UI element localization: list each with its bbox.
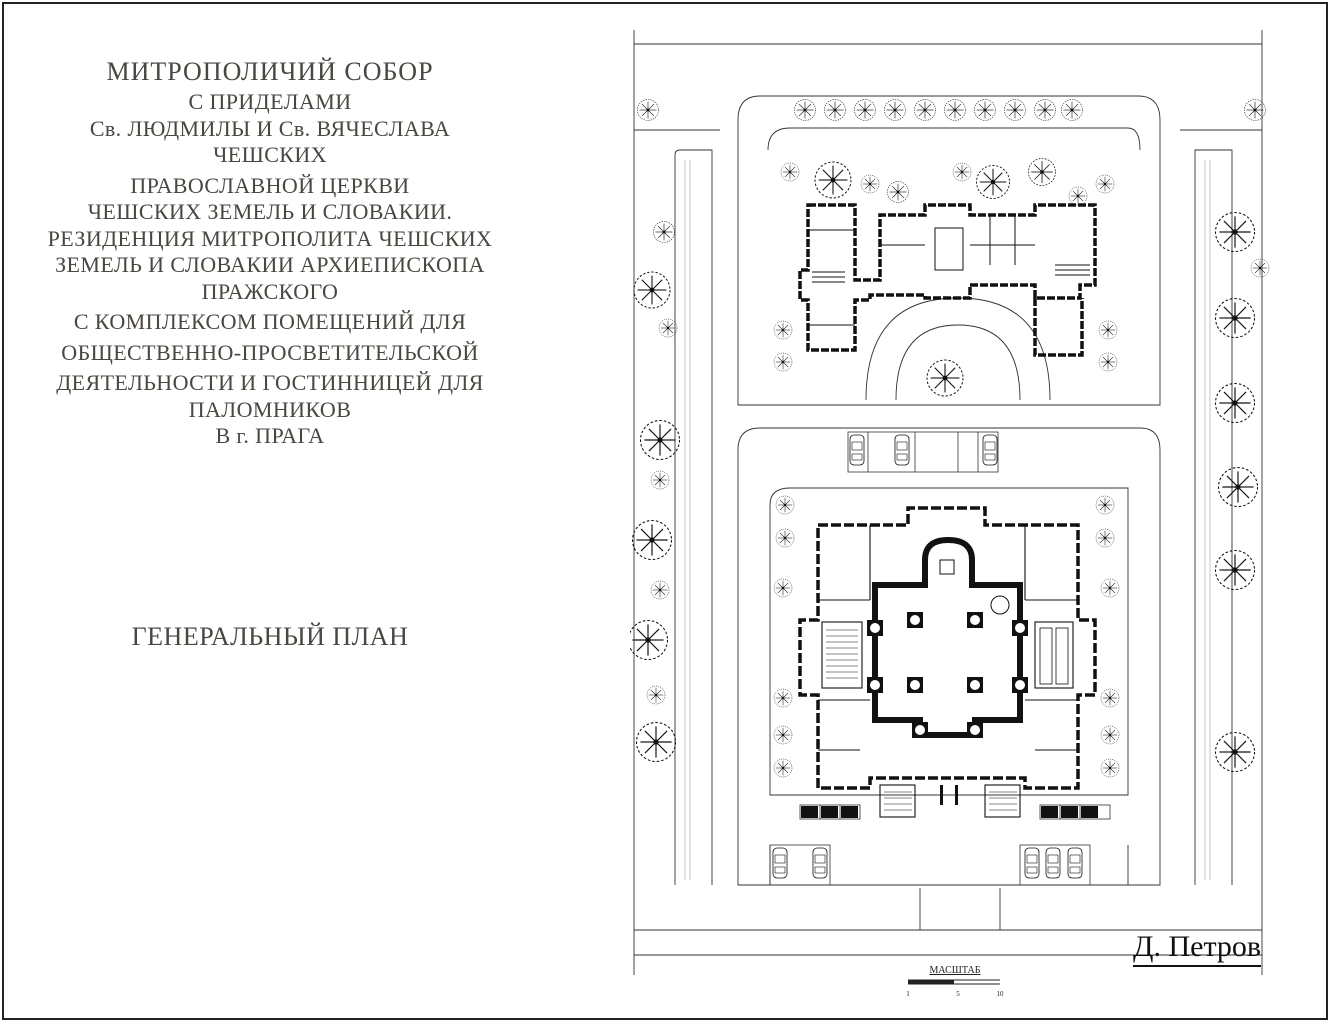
plan-title: ГЕНЕРАЛЬНЫЙ ПЛАН [131, 622, 409, 651]
scale-tick: 10 [996, 990, 1004, 998]
scale-tick: 1 [906, 990, 910, 998]
title-line: ПРАВОСЛАВНОЙ ЦЕРКВИ [130, 172, 410, 198]
title-line: ПРАЖСКОГО [201, 278, 339, 304]
site-plan [630, 25, 1270, 980]
title-line: ДЕЯТЕЛЬНОСТИ И ГОСТИННИЦЕЙ ДЛЯ [56, 370, 484, 395]
title-line: ПАЛОМНИКОВ [188, 396, 352, 422]
scale-label: МАСШТАБ [929, 965, 981, 976]
title-line: С ПРИДЕЛАМИ [188, 89, 352, 114]
title-line: ЧЕШСКИХ [213, 142, 327, 167]
scale-bar [900, 965, 1010, 1003]
title-line: ЧЕШСКИХ ЗЕМЕЛЬ И СЛОВАКИИ. [87, 199, 453, 224]
title-line: РЕЗИДЕНЦИЯ МИТРОПОЛИТА ЧЕШСКИХ [47, 225, 493, 251]
title-line: С КОМПЛЕКСОМ ПОМЕЩЕНИЙ ДЛЯ [73, 309, 467, 334]
title-block [20, 55, 520, 450]
scale-tick: 5 [956, 990, 960, 998]
title-line: ОБЩЕСТВЕННО-ПРОСВЕТИТЕЛЬСКОЙ [61, 339, 479, 365]
title-line: Св. ЛЮДМИЛЫ И Св. ВЯЧЕСЛАВА [89, 115, 451, 141]
title-line: МИТРОПОЛИЧИЙ СОБОР [106, 57, 434, 86]
title-line: В г. ПРАГА [215, 423, 325, 448]
scale-ruler [900, 976, 1010, 998]
title-line: ЗЕМЕЛЬ И СЛОВАКИИ АРХИЕПИСКОПА [55, 252, 485, 277]
author-signature: Д. Петров [1133, 930, 1261, 967]
